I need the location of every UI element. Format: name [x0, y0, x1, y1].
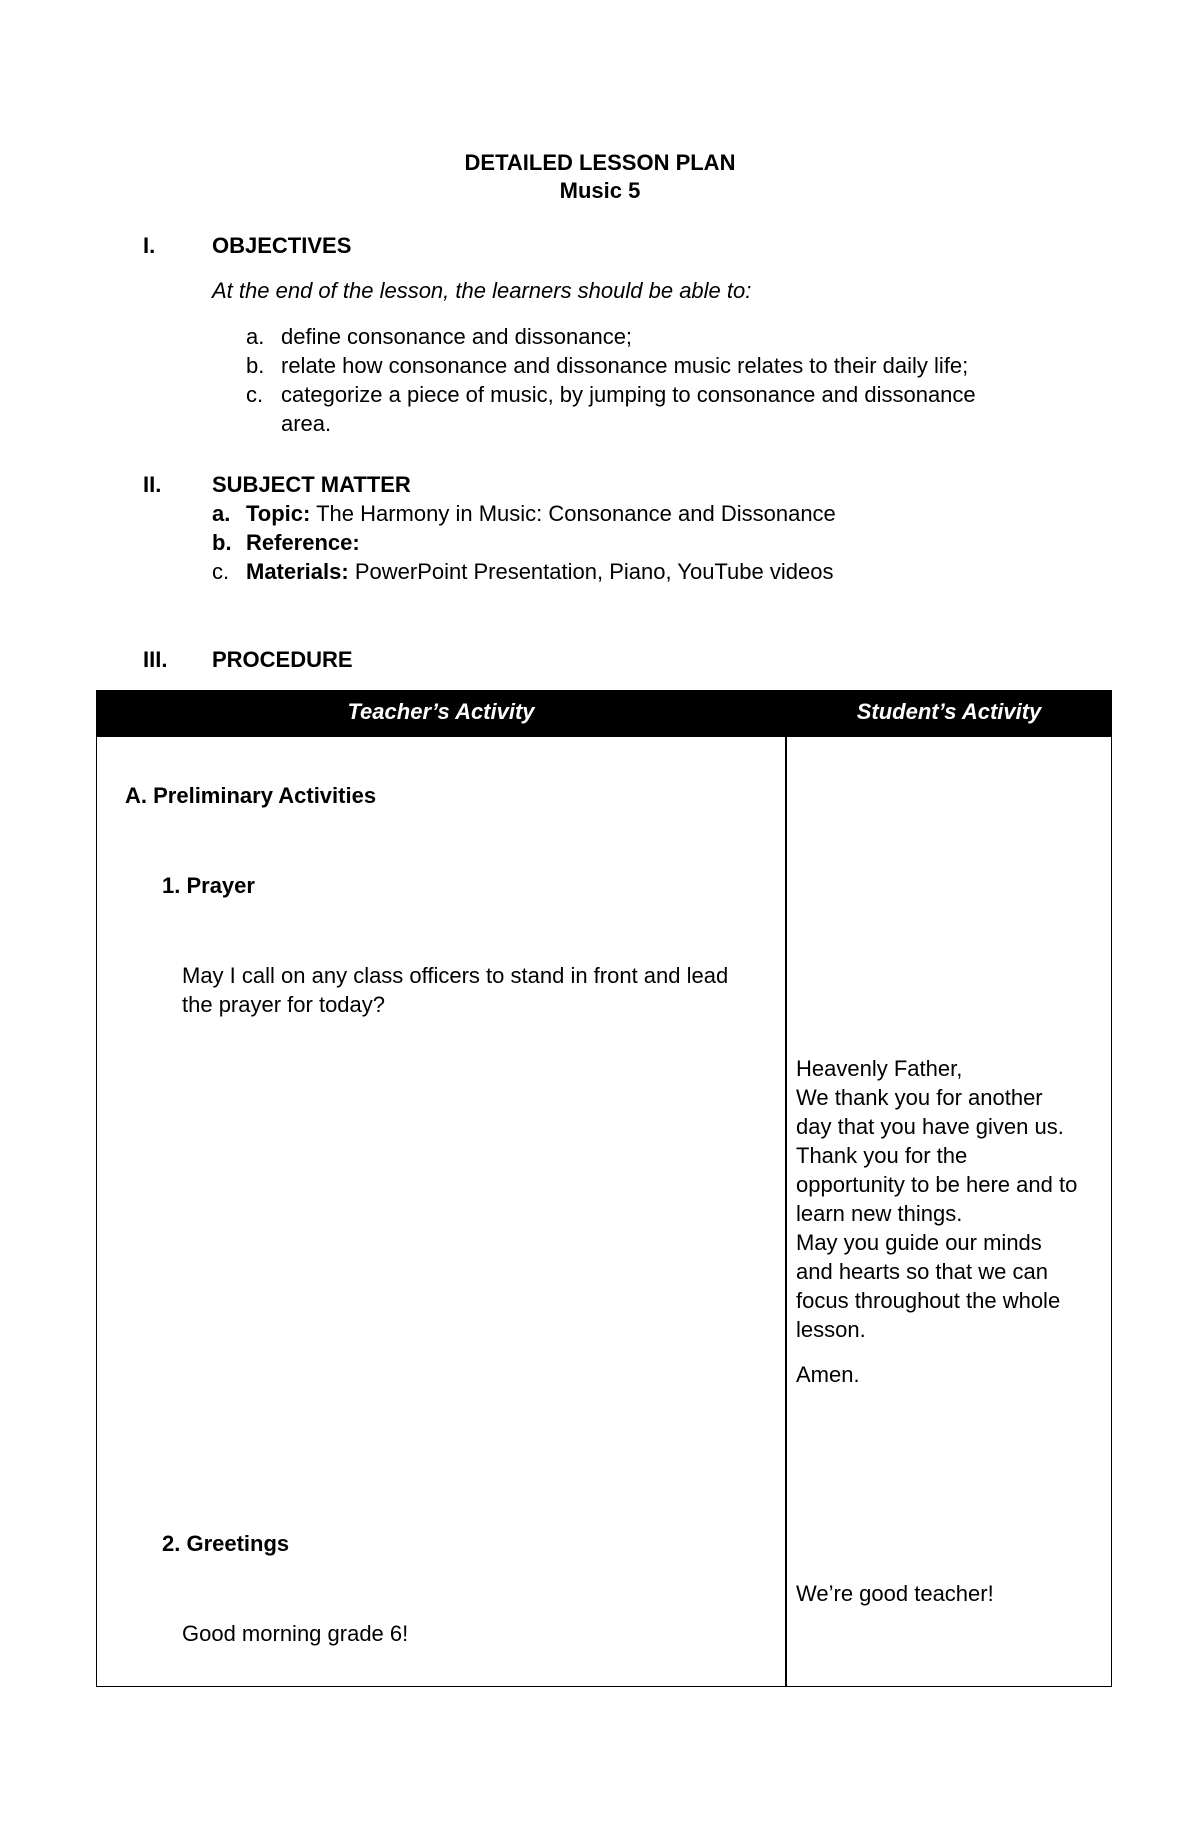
subject-label: Materials:	[246, 559, 349, 584]
teacher-activity-header: Teacher’s Activity	[347, 699, 535, 724]
prayer-student-line: and hearts so that we can	[796, 1259, 1048, 1284]
subject-item-reference	[246, 530, 360, 556]
prayer-student-line: lesson.	[796, 1317, 866, 1342]
subject-matter-heading: SUBJECT MATTER	[212, 472, 411, 497]
column-divider	[785, 691, 787, 1686]
prayer-teacher-line: May I call on any class officers to stand in front and lead	[182, 963, 729, 988]
prayer-student-line: focus throughout the whole	[796, 1288, 1061, 1313]
prayer-student-line: learn new things.	[796, 1201, 963, 1226]
greetings-teacher-text: Good morning grade 6!	[182, 1621, 409, 1646]
page-subtitle: Music 5	[559, 178, 641, 203]
page-title: DETAILED LESSON PLAN	[464, 150, 736, 175]
objectives-numeral: I.	[143, 233, 156, 258]
prayer-student-line: day that you have given us.	[796, 1114, 1064, 1139]
section-preliminary-activities: A. Preliminary Activities	[125, 783, 377, 808]
greetings-student-text: We’re good teacher!	[796, 1581, 994, 1606]
subject-value: The Harmony in Music: Consonance and Dissonance	[316, 501, 836, 526]
student-activity-header: Student’s Activity	[856, 699, 1042, 724]
subject-label: Reference:	[246, 530, 360, 555]
prayer-student-line: Heavenly Father,	[796, 1056, 963, 1081]
procedure-heading: PROCEDURE	[212, 647, 353, 672]
objective-letter: c.	[246, 382, 264, 407]
objective-item-continued: area.	[281, 411, 332, 436]
prayer-teacher-text	[182, 961, 728, 1019]
objectives-heading: OBJECTIVES	[212, 233, 352, 258]
subject-label: Topic:	[246, 501, 311, 526]
greetings-heading: 2. Greetings	[162, 1531, 290, 1556]
subject-value: PowerPoint Presentation, Piano, YouTube videos	[354, 559, 834, 584]
prayer-student-line: May you guide our minds	[796, 1230, 1042, 1255]
subject-letter: c.	[212, 559, 230, 584]
prayer-student-text	[796, 1054, 1077, 1389]
prayer-heading: 1. Prayer	[162, 873, 255, 898]
subject-letter: a.	[212, 501, 231, 526]
procedure-numeral: III.	[143, 647, 168, 672]
subject-item-topic	[246, 501, 836, 527]
objective-item: relate how consonance and dissonance music relates to their daily life;	[281, 353, 969, 378]
subject-item-materials	[246, 559, 833, 585]
prayer-student-line: opportunity to be here and to	[796, 1172, 1078, 1197]
objective-item: categorize a piece of music, by jumping to consonance and dissonance	[281, 382, 976, 407]
objective-letter: a.	[246, 324, 265, 349]
prayer-teacher-line: the prayer for today?	[182, 992, 386, 1017]
prayer-student-line: We thank you for another	[796, 1085, 1043, 1110]
objectives-intro: At the end of the lesson, the learners should be able to:	[212, 278, 752, 303]
prayer-amen: Amen.	[796, 1362, 860, 1387]
subject-matter-numeral: II.	[143, 472, 162, 497]
subject-letter: b.	[212, 530, 232, 555]
prayer-student-line: Thank you for the	[796, 1143, 968, 1168]
procedure-table	[96, 690, 1112, 1687]
objective-item: define consonance and dissonance;	[281, 324, 633, 349]
objective-letter: b.	[246, 353, 265, 378]
